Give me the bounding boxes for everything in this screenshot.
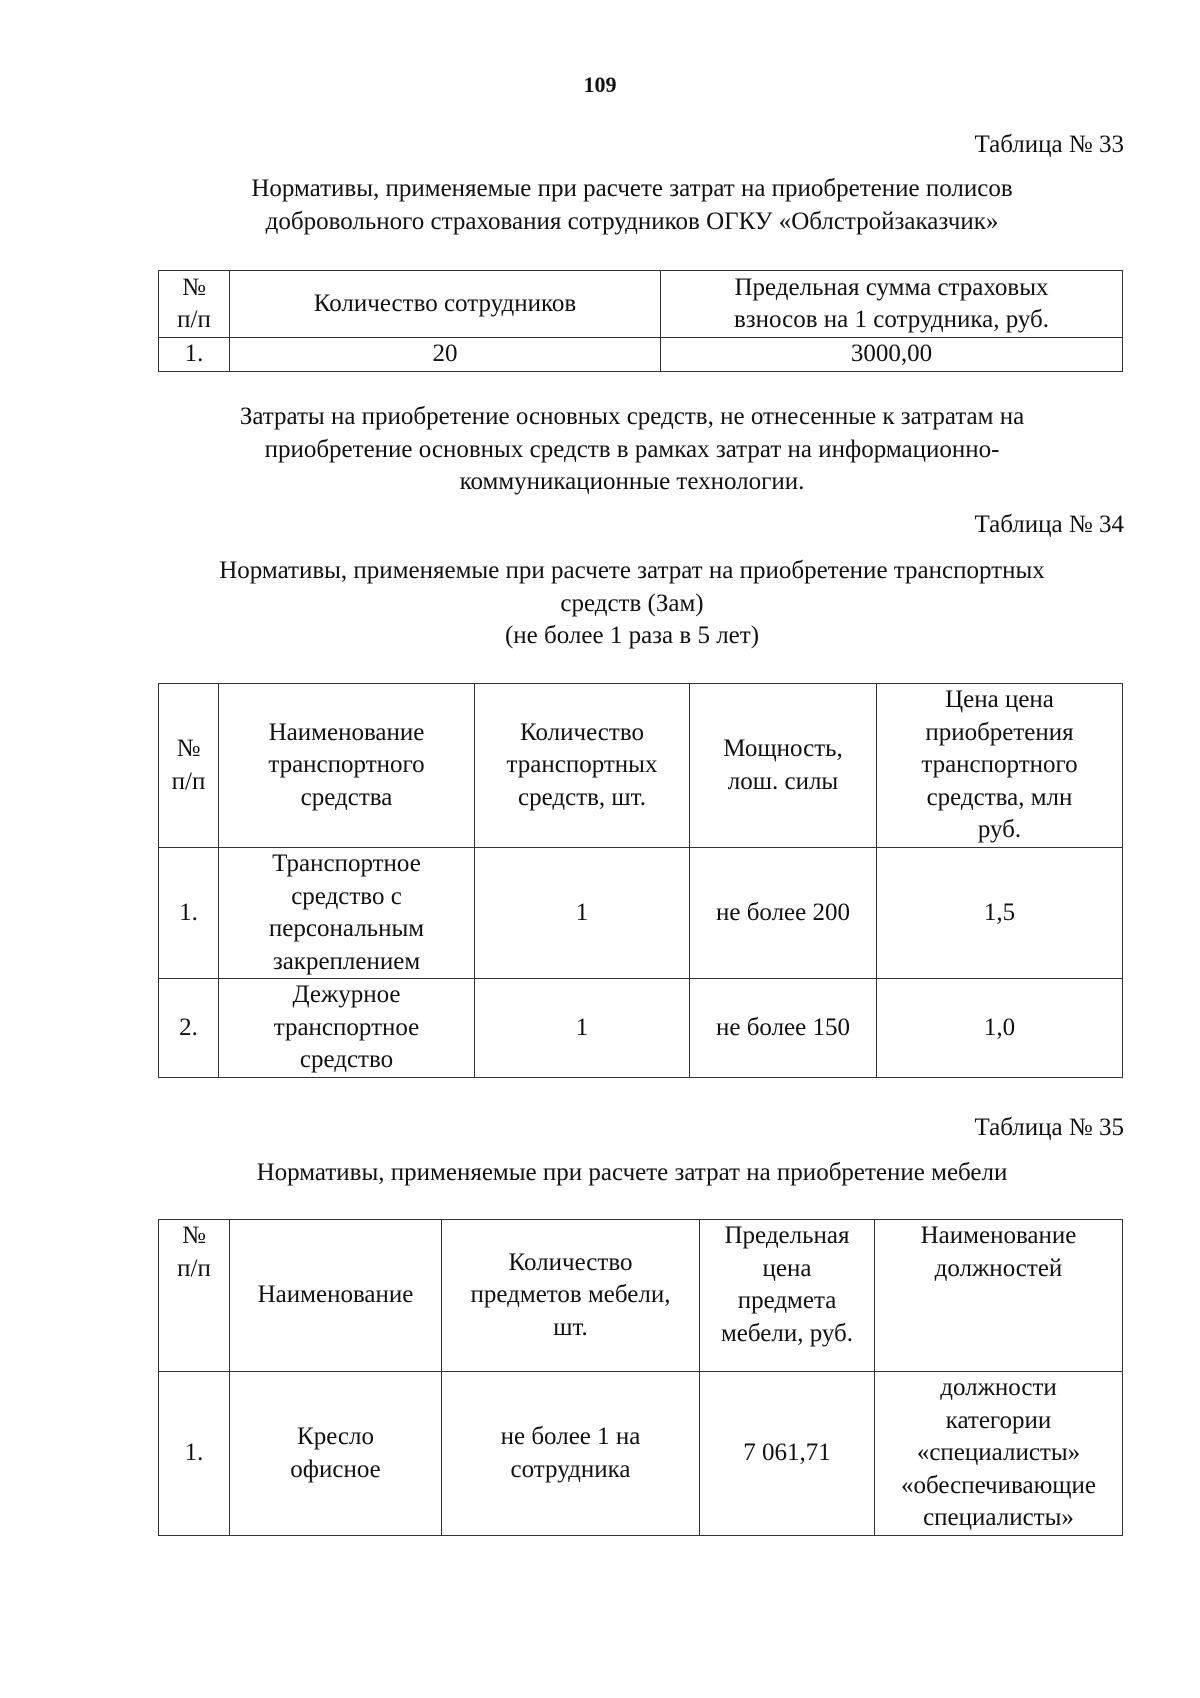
cell-item-price: 7 061,71 bbox=[700, 1372, 875, 1536]
header-employee-count: Количество сотрудников bbox=[230, 271, 661, 338]
table-35-title bbox=[150, 1157, 1114, 1190]
table-row bbox=[159, 1372, 1123, 1536]
header-vehicle-count: Количество транспортных средств, шт. bbox=[475, 684, 690, 848]
cell-power: не более 150 bbox=[690, 979, 877, 1078]
cell-vehicle-count: 1 bbox=[475, 848, 690, 979]
header-item-price: Предельная цена предмета мебели, руб. bbox=[700, 1220, 875, 1372]
header-num: № п/п bbox=[159, 271, 230, 338]
note-line: Затраты на приобретение основных средств, не отнесенные к затратам на bbox=[239, 403, 1025, 430]
cell-vehicle-name: Транспортное средство с персональным закреплением bbox=[219, 848, 475, 979]
cell-num: 1. bbox=[159, 1372, 230, 1536]
title-line: средств (Зам) bbox=[560, 589, 704, 617]
cell-num: 1. bbox=[159, 848, 219, 979]
cell-vehicle-name: Дежурное транспортное средство bbox=[219, 979, 475, 1078]
header-vehicle-name: Наименование транспортного средства bbox=[219, 684, 475, 848]
cell-item-name: Кресло офисное bbox=[230, 1372, 442, 1536]
table-34-label: Таблица № 34 bbox=[974, 511, 1124, 538]
header-num: № п/п bbox=[159, 684, 219, 848]
fixed-assets-note bbox=[150, 401, 1114, 499]
cell-positions: должности категории «специалисты» «обеспечивающие специалисты» bbox=[875, 1372, 1123, 1536]
cell-price: 1,0 bbox=[877, 979, 1123, 1078]
insurance-table bbox=[158, 270, 1123, 372]
cell-num: 2. bbox=[159, 979, 219, 1078]
cell-insurance-limit: 3000,00 bbox=[661, 338, 1123, 372]
title-line: Нормативы, применяемые при расчете затрат на приобретение мебели bbox=[256, 1159, 1008, 1186]
vehicles-table bbox=[158, 683, 1123, 1078]
table-row bbox=[159, 848, 1123, 979]
title-line: добровольного страхования сотрудников ОГКУ «Облстройзаказчик» bbox=[265, 207, 999, 235]
table-33-title bbox=[150, 173, 1114, 238]
table-row bbox=[159, 338, 1123, 372]
cell-power: не более 200 bbox=[690, 848, 877, 979]
table-header-row bbox=[159, 684, 1123, 848]
header-price: Цена цена приобретения транспортного средства, млн руб. bbox=[877, 684, 1123, 848]
page-number: 109 bbox=[583, 72, 617, 97]
cell-num: 1. bbox=[159, 338, 230, 372]
header-positions: Наименование должностей bbox=[875, 1220, 1123, 1372]
note-line: приобретение основных средств в рамках затрат на информационно- bbox=[264, 435, 1000, 463]
cell-vehicle-count: 1 bbox=[475, 979, 690, 1078]
header-insurance-limit: Предельная сумма страховых взносов на 1 сотрудника, руб. bbox=[661, 271, 1123, 338]
note-line: коммуникационные технологии. bbox=[459, 468, 805, 495]
title-line: Нормативы, применяемые при расчете затрат на приобретение полисов bbox=[251, 175, 1013, 202]
header-item-count: Количество предметов мебели, шт. bbox=[442, 1220, 700, 1372]
table-34-title bbox=[150, 555, 1114, 653]
table-33-label: Таблица № 33 bbox=[974, 131, 1124, 158]
table-header-row bbox=[159, 1220, 1123, 1372]
table-row bbox=[159, 979, 1123, 1078]
title-line: (не более 1 раза в 5 лет) bbox=[504, 622, 760, 649]
title-line: Нормативы, применяемые при расчете затрат на приобретение транспортных bbox=[219, 557, 1045, 584]
header-item-name: Наименование bbox=[230, 1220, 442, 1372]
table-35-label: Таблица № 35 bbox=[974, 1114, 1124, 1141]
cell-employee-count: 20 bbox=[230, 338, 661, 372]
header-power: Мощность, лош. силы bbox=[690, 684, 877, 848]
furniture-table bbox=[158, 1219, 1123, 1536]
table-header-row bbox=[159, 271, 1123, 338]
cell-item-count: не более 1 на сотрудника bbox=[442, 1372, 700, 1536]
cell-price: 1,5 bbox=[877, 848, 1123, 979]
header-num: № п/п bbox=[159, 1220, 230, 1372]
